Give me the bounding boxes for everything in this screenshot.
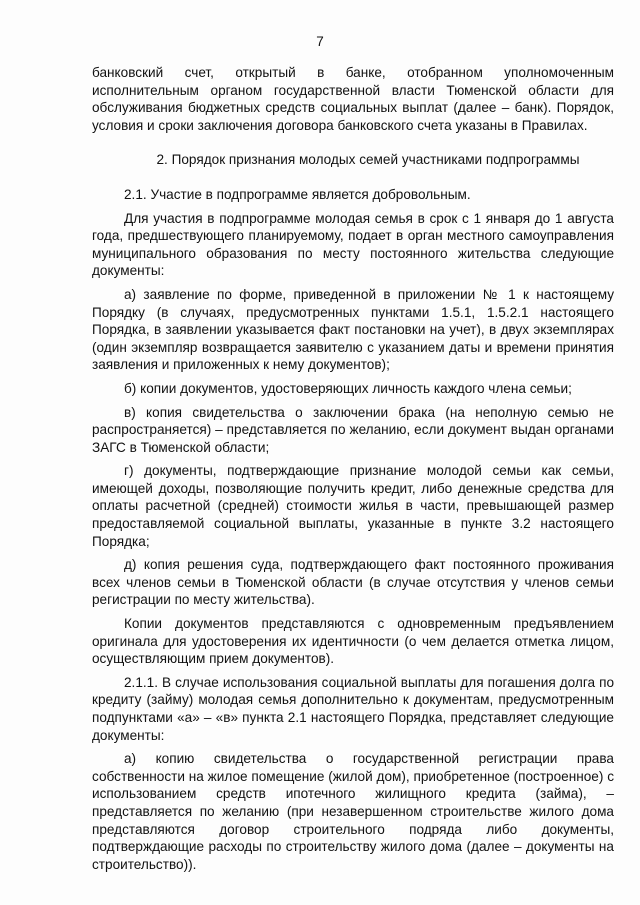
list-item-b: б) копии документов, удостоверяющих личность каждого члена семьи; <box>124 380 572 396</box>
section-heading: 2. Порядок признания молодых семей участниками подпрограммы <box>156 152 580 168</box>
page-number: 7 <box>316 34 324 49</box>
list-item-a: а) заявление по форме, приведенной в приложении № 1 к настоящему Порядку (в случаях, предусмотренных пунктами 1.5.1, 1.5.2.1 настоящего Порядка, в заявлении указывается факт постановки на учет), в двух экземплярах (один экземпляр возвращается заявителю с указанием даты и времени принятия заявления и приложенных к нему документов); <box>92 286 614 373</box>
paragraph-2-1: 2.1. Участие в подпрограмме является добровольным. <box>124 186 471 202</box>
paragraph-2-1-1: 2.1.1. В случае использования социальной выплаты для погашения долга по кредиту (займу) молодая семья дополнительно к документам, предусмотренным подпунктами «а» – «в» пункта 2.1 настоящего Порядка, представляет следующие документы: <box>92 674 614 743</box>
list-item-v: в) копия свидетельства о заключении брака (на неполную семью не распространяется) – представляется по желанию, если документ выдан органами ЗАГС в Тюменской области; <box>92 404 614 455</box>
paragraph-copies: Копии документов представляются с одновременным предъявлением оригинала для удостоверения их идентичности (о чем делается отметка лицом, осуществляющим прием документов). <box>92 616 614 667</box>
list-item-a2: а) копию свидетельства о государственной регистрации права собственности на жилое помещение (жилой дом), приобретенное (построенное) с использованием средств ипотечного жилищного кредита (займа), – представляется по желанию (при незавершенном строительстве жилого дома представляются договор строительного подряда либо документы, подтверждающие расходы по строительству жилого дома (далее – документы на строительство)). <box>92 751 614 872</box>
document-body <box>92 64 614 873</box>
list-item-g: г) документы, подтверждающие признание молодой семьи как семьи, имеющей доходы, позволяющие получить кредит, либо денежные средства для оплаты расчетной (средней) стоимости жилья в части, превышающей размер предоставляемой социальной выплаты, указанные в пункте 3.2 настоящего Порядка; <box>92 463 614 549</box>
list-item-d: д) копия решения суда, подтверждающего факт постоянного проживания всех членов семьи в Тюменской области (в случае отсутствия у членов семьи регистрации по месту жительства). <box>92 557 614 608</box>
paragraph-bank-account: банковский счет, открытый в банке, отобранном уполномоченным исполнительным органом государственной власти Тюменской области для обслуживания бюджетных средств социальных выплат (далее – банк). Порядок, условия и сроки заключения договора банковского счета указаны в Правилах. <box>92 65 614 133</box>
paragraph-documents-intro: Для участия в подпрограмме молодая семья в срок с 1 января до 1 августа года, предшествующего планируемому, подает в орган местного самоуправления муниципального образования по месту постоянного жительства следующие документы: <box>92 210 614 279</box>
